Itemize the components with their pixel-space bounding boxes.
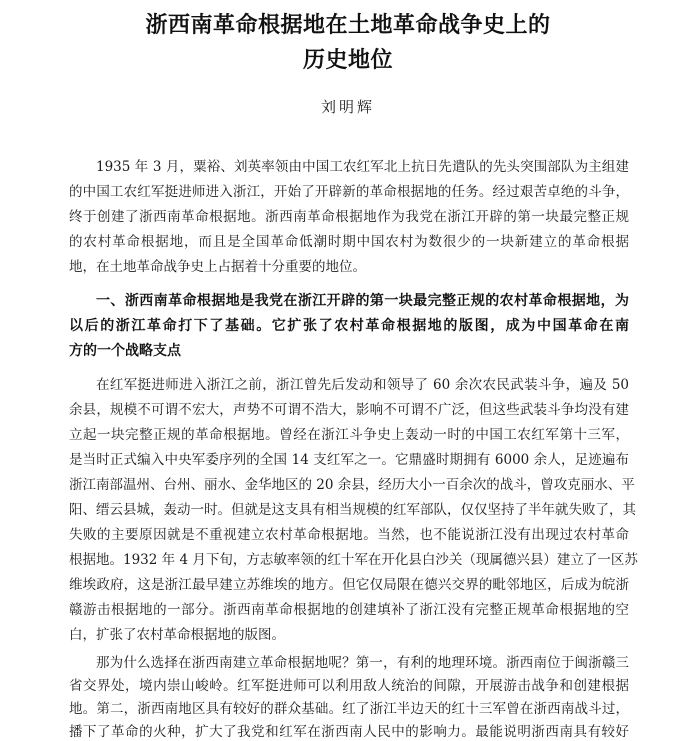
paragraph-2-line: 立起一块完整正规的革命根据地。曾经在浙江斗争史上轰动一时的中国工农红军第十三军， bbox=[69, 427, 629, 443]
paragraph-3-line: 地。第二，浙西南地区具有较好的群众基础。红了浙江半边天的红十三军曾在浙西南战斗过， bbox=[69, 701, 629, 717]
section-heading-line: 方的一个战略支点 bbox=[69, 343, 181, 359]
paragraph-2-line: 失败的主要原因就是不重视建立农村革命根据地。当然，也不能说浙江没有出现过农村革命 bbox=[69, 527, 629, 543]
paragraph-2-line: 浙江南部温州、台州、丽水、金华地区的 20 余县，经历大小一百余次的战斗，曾攻克丽水、平 bbox=[69, 477, 635, 493]
paragraph-3-line: 那为什么选择在浙西南建立革命根据地呢？第一，有利的地理环境。浙西南位于闽浙赣三 bbox=[96, 655, 629, 671]
article-author: 刘明辉 bbox=[320, 98, 375, 116]
article-title-line-2: 历史地位 bbox=[302, 48, 393, 73]
paragraph-2-line: 是当时正式编入中央军委序列的全国 14 支红军之一。它鼎盛时期拥有 6000 余人，足迹遍布 bbox=[69, 452, 629, 468]
paragraph-2-line: 白，扩张了农村革命根据地的版图。 bbox=[69, 627, 285, 643]
section-heading-line: 以后的浙江革命打下了基础。它扩张了农村革命根据地的版图，成为中国革命在南 bbox=[69, 318, 629, 334]
paragraph-1-line: 1935 年 3 月，粟裕、刘英率领由中国工农红军北上抗日先遣队的先头突围部队为主组建 bbox=[96, 159, 629, 175]
paragraph-2-line: 余县，规模不可谓不宏大，声势不可谓不浩大，影响不可谓不广泛，但这些武装斗争均没有建 bbox=[69, 402, 629, 418]
paragraph-1-line: 终于创建了浙西南革命根据地。浙西南革命根据地作为我党在浙江开辟的第一块最完整正规 bbox=[69, 209, 629, 225]
paragraph-1-line: 的中国工农红军挺进师进入浙江，开始了开辟新的革命根据地的任务。经过艰苦卓绝的斗争， bbox=[69, 184, 629, 200]
paragraph-2-line: 维埃政府，这是浙江最早建立苏维埃的地方。但它仅局限在德兴交界的毗邻地区，后成为皖浙 bbox=[69, 577, 629, 593]
paragraph-2-line: 根据地。1932 年 4 月下旬，方志敏率领的红十军在开化县白沙关（现属德兴县）建立了一区苏 bbox=[69, 552, 638, 568]
section-heading-line: 一、浙西南革命根据地是我党在浙江开辟的第一块最完整正规的农村革命根据地，为 bbox=[96, 293, 629, 309]
paragraph-3-line: 省交界处，境内崇山峻岭。红军挺进师可以利用敌人统治的间隙，开展游击战争和创建根据 bbox=[69, 678, 629, 694]
paragraph-2-line: 在红军挺进师进入浙江之前，浙江曾先后发动和领导了 60 余次农民武装斗争，遍及 50 bbox=[96, 377, 629, 393]
paragraph-2-line: 赣游击根据地的一部分。浙西南革命根据地的创建填补了浙江没有完整正规革命根据地的空 bbox=[69, 602, 629, 618]
paragraph-2-line: 阳、缙云县城，轰动一时。但就是这支具有相当规模的红军部队，仅仅坚持了半年就失败了，其 bbox=[69, 502, 636, 518]
paragraph-3-line: 播下了革命的火种，扩大了我党和红军在浙西南人民中的影响力。最能说明浙西南具有较好 bbox=[69, 724, 629, 740]
paragraph-1-line: 地，在土地革命战争史上占据着十分重要的地位。 bbox=[69, 259, 366, 275]
paragraph-1-line: 的农村革命根据地，而且是全国革命低潮时期中国农村为数很少的一块新建立的革命根据 bbox=[69, 234, 629, 250]
article-title-line-1: 浙西南革命根据地在土地革命战争史上的 bbox=[145, 13, 551, 38]
